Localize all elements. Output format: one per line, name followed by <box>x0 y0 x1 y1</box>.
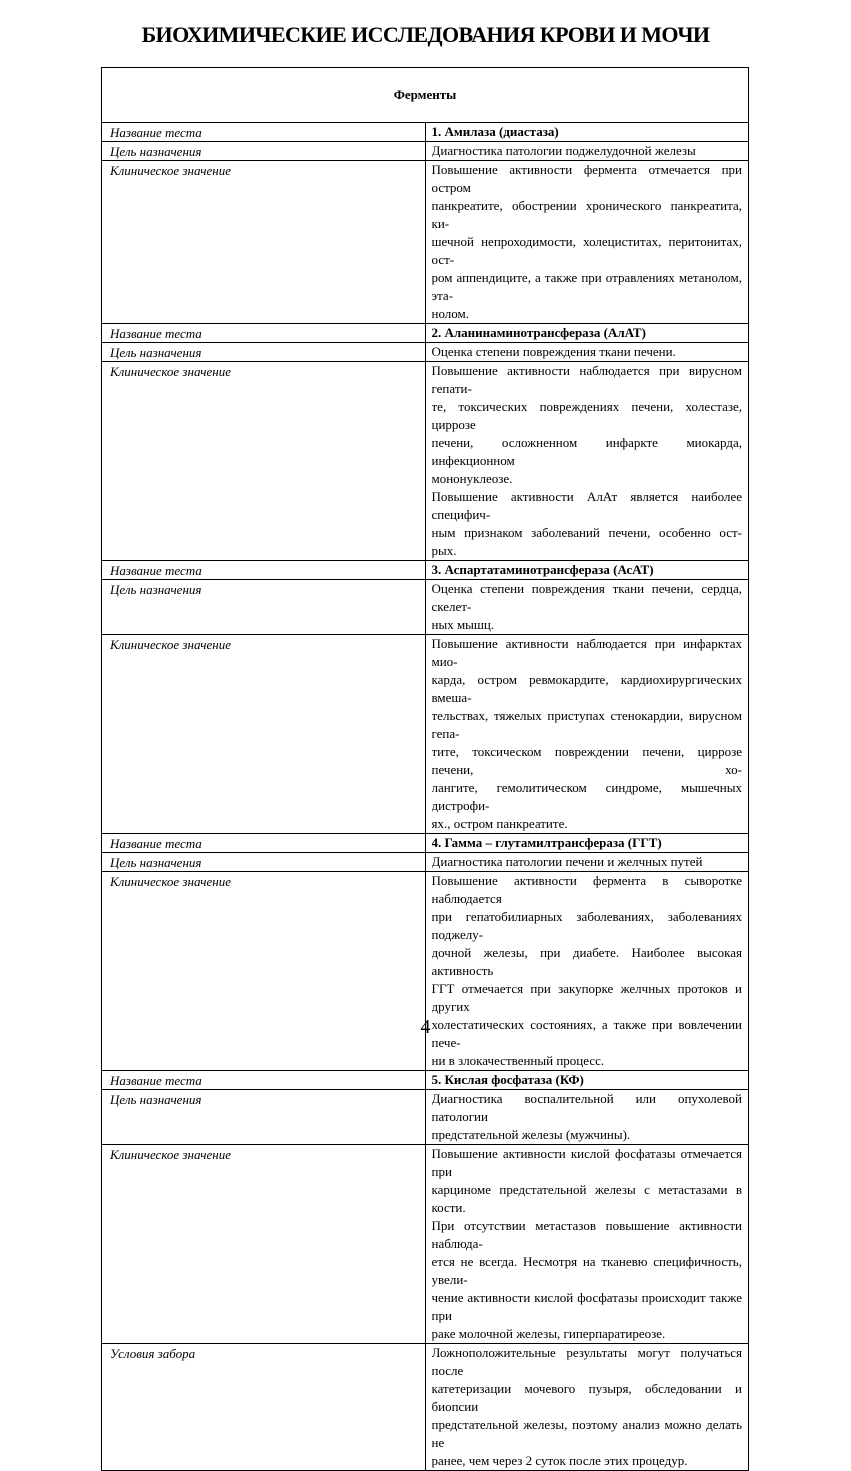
text-line: ром аппендиците, а также при отравлениях метанолом, эта- <box>431 270 742 303</box>
test-name <box>425 123 749 142</box>
row-label: Клиническое значение <box>102 362 426 561</box>
row-value <box>425 362 749 561</box>
row-label: Название теста <box>102 324 426 343</box>
table-row <box>102 161 749 324</box>
test-name <box>425 561 749 580</box>
text-line: катетеризации мочевого пузыря, обследовании и биопсии <box>431 1381 742 1414</box>
table-row <box>102 1145 749 1344</box>
text-line: шечной непроходимости, холециститах, перитонитах, ост- <box>431 234 742 267</box>
text-line: раке молочной железы, гиперпаратиреозе. <box>431 1326 666 1341</box>
section-header-row <box>102 68 749 123</box>
text-line: чение активности кислой фосфатазы происходит также при <box>431 1290 742 1323</box>
row-value <box>425 872 749 1071</box>
text-line: 3. Аспартатаминотрансфераза (АсАТ) <box>431 562 654 577</box>
text-line: Диагностика воспалительной или опухолевой патологии <box>431 1091 742 1124</box>
text-line: ных мышц. <box>431 617 495 632</box>
section-title: Ферменты <box>102 68 749 123</box>
text-line: Оценка степени повреждения ткани печени. <box>431 344 676 359</box>
text-line: тите, токсическом повреждении печени, циррозе печени, хо- <box>431 744 742 777</box>
text-line: Повышение активности наблюдается при вирусном гепати- <box>431 363 742 396</box>
row-label: Цель назначения <box>102 343 426 362</box>
row-label: Клиническое значение <box>102 635 426 834</box>
row-value <box>425 1145 749 1344</box>
text-line: Повышение активности АлАт является наиболее специфич- <box>431 489 742 522</box>
row-label: Цель назначения <box>102 1090 426 1145</box>
text-line: 5. Кислая фосфатаза (КФ) <box>431 1072 584 1087</box>
text-line: ни в злокачественный процесс. <box>431 1053 605 1068</box>
table-row <box>102 1071 749 1090</box>
text-line: Диагностика патологии поджелудочной железы <box>431 143 696 158</box>
text-line: ГГТ отмечается при закупорке желчных протоков и других <box>431 981 742 1014</box>
row-value <box>425 1090 749 1145</box>
text-line: мононуклеозе. <box>431 471 513 486</box>
enzymes-table <box>101 67 749 1471</box>
row-value <box>425 343 749 362</box>
row-value <box>425 635 749 834</box>
text-line: Повышение активности фермента отмечается при остром <box>431 162 742 195</box>
table-row <box>102 142 749 161</box>
row-label: Название теста <box>102 834 426 853</box>
text-line: 4. Гамма – глутамилтрансфераза (ГГТ) <box>431 835 662 850</box>
text-line: Ложноположительные результаты могут получаться после <box>431 1345 742 1378</box>
row-label: Название теста <box>102 1071 426 1090</box>
table-row <box>102 872 749 1071</box>
row-value <box>425 161 749 324</box>
row-label: Клиническое значение <box>102 1145 426 1344</box>
text-line: панкреатите, обострении хронического панкреатита, ки- <box>431 198 742 231</box>
table-row <box>102 362 749 561</box>
text-line: 1. Амилаза (диастаза) <box>431 124 559 139</box>
text-line: тельствах, тяжелых приступах стенокардии, вирусном гепа- <box>431 708 742 741</box>
row-label: Цель назначения <box>102 853 426 872</box>
text-line: дочной железы, при диабете. Наиболее высокая активность <box>431 945 742 978</box>
table-row <box>102 635 749 834</box>
text-line: карда, остром ревмокардите, кардиохирургических вмеша- <box>431 672 742 705</box>
row-label: Название теста <box>102 561 426 580</box>
text-line: предстательной железы (мужчины). <box>431 1127 631 1142</box>
text-line: предстательной железы, поэтому анализ можно делать не <box>431 1417 742 1450</box>
text-line: Диагностика патологии печени и желчных путей <box>431 854 703 869</box>
text-line: 2. Аланинаминотрансфераза (АлАТ) <box>431 325 646 340</box>
row-value <box>425 142 749 161</box>
text-line: при гепатобилиарных заболеваниях, заболеваниях поджелу- <box>431 909 742 942</box>
text-line: карциноме предстательной железы с метастазами в кости. <box>431 1182 742 1215</box>
test-name <box>425 834 749 853</box>
text-line: Оценка степени повреждения ткани печени, сердца, скелет- <box>431 581 742 614</box>
page-number: 4 <box>420 1016 431 1038</box>
row-label: Условия забора <box>102 1344 426 1471</box>
row-label: Название теста <box>102 123 426 142</box>
table-row <box>102 123 749 142</box>
text-line: ях., остром панкреатите. <box>431 816 568 831</box>
text-line: ранее, чем через 2 суток после этих процедур. <box>431 1453 688 1468</box>
row-label: Клиническое значение <box>102 161 426 324</box>
text-line: лангите, гемолитическом синдроме, мышечных дистрофи- <box>431 780 742 813</box>
test-name <box>425 324 749 343</box>
row-label: Цель назначения <box>102 580 426 635</box>
table-row <box>102 1090 749 1145</box>
table-row <box>102 324 749 343</box>
page-title: БИОХИМИЧЕСКИЕ ИССЛЕДОВАНИЯ КРОВИ И МОЧИ <box>141 22 710 47</box>
text-line: те, токсических повреждениях печени, холестазе, циррозе <box>431 399 742 432</box>
text-line: При отсутствии метастазов повышение активности наблюда- <box>431 1218 742 1251</box>
row-value <box>425 1344 749 1471</box>
table-row <box>102 343 749 362</box>
text-line: ным признаком заболеваний печени, особенно ост- <box>431 525 742 540</box>
text-line: печени, осложненном инфаркте миокарда, инфекционном <box>431 435 742 468</box>
text-line: ется не всегда. Несмотря на тканевю специфичность, увели- <box>431 1254 742 1287</box>
table-row <box>102 561 749 580</box>
table-row <box>102 1344 749 1471</box>
row-label: Клиническое значение <box>102 872 426 1071</box>
text-line: рых. <box>431 543 457 558</box>
text-line: Повышение активности наблюдается при инфарктах мио- <box>431 636 742 669</box>
row-value <box>425 580 749 635</box>
row-value <box>425 853 749 872</box>
table-row <box>102 834 749 853</box>
text-line: Повышение активности кислой фосфатазы отмечается при <box>431 1146 742 1179</box>
row-label: Цель назначения <box>102 142 426 161</box>
text-line: нолом. <box>431 306 470 321</box>
table-row <box>102 853 749 872</box>
text-line: Повышение активности фермента в сыворотке наблюдается <box>431 873 742 906</box>
table-row <box>102 580 749 635</box>
text-line: холестатических состояниях, а также при вовлечении пече- <box>431 1017 742 1050</box>
test-name <box>425 1071 749 1090</box>
